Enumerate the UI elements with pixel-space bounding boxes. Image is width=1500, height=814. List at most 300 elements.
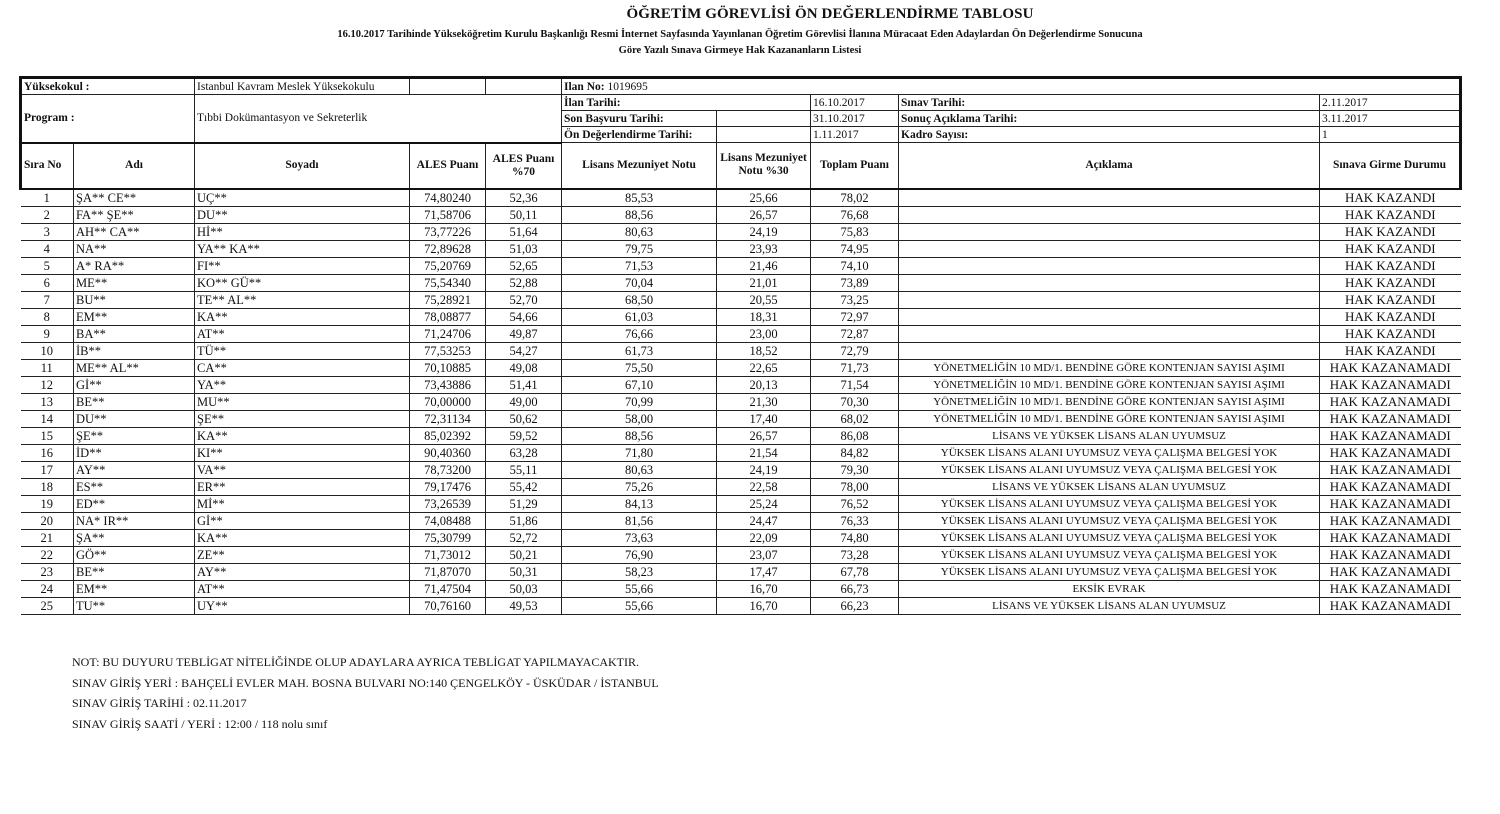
candidate-last-name: ER** xyxy=(195,478,410,495)
on-degerlendirme-value: 1.11.2017 xyxy=(811,127,899,143)
row-number: 5 xyxy=(21,257,74,274)
explanation xyxy=(899,274,1320,291)
total-score: 73,89 xyxy=(811,274,899,291)
candidate-first-name: BA** xyxy=(74,325,195,342)
table-row xyxy=(21,308,1461,325)
explanation: YÜKSEK LİSANS ALANI UYUMSUZ VEYA ÇALIŞMA BELGESİ YOK xyxy=(899,461,1320,478)
candidate-first-name: ME** xyxy=(74,274,195,291)
lisans-score: 73,63 xyxy=(562,529,717,546)
program-value: Tıbbi Dokümantasyon ve Sekreterlik xyxy=(195,95,562,143)
lisans-30-score: 16,70 xyxy=(717,597,811,614)
ales-score: 74,08488 xyxy=(410,512,486,529)
candidate-last-name: VA** xyxy=(195,461,410,478)
ales-70-score: 50,31 xyxy=(486,563,562,580)
table-row xyxy=(21,274,1461,291)
explanation: YÜKSEK LİSANS ALANI UYUMSUZ VEYA ÇALIŞMA BELGESİ YOK xyxy=(899,444,1320,461)
status: HAK KAZANDI xyxy=(1320,223,1461,240)
candidate-first-name: ES** xyxy=(74,478,195,495)
lisans-score: 71,53 xyxy=(562,257,717,274)
table-body xyxy=(21,78,1461,189)
status: HAK KAZANAMADI xyxy=(1320,461,1461,478)
candidate-last-name: Mİ** xyxy=(195,495,410,512)
candidate-last-name: UÇ** xyxy=(195,189,410,207)
row-number: 21 xyxy=(21,529,74,546)
lisans-score: 88,56 xyxy=(562,206,717,223)
note-sinav-yeri: SINAV GİRİŞ YERİ : BAHÇELİ EVLER MAH. BOSNA BULVARI NO:140 ÇENGELKÖY - ÜSKÜDAR / İSTANBUL xyxy=(72,675,659,690)
lisans-score: 79,75 xyxy=(562,240,717,257)
explanation: LİSANS VE YÜKSEK LİSANS ALAN UYUMSUZ xyxy=(899,478,1320,495)
ales-70-score: 55,42 xyxy=(486,478,562,495)
total-score: 74,80 xyxy=(811,529,899,546)
table-row xyxy=(21,495,1461,512)
yuksekokul-label: Yüksekokul : xyxy=(21,78,195,95)
header-adi: Adı xyxy=(74,143,195,189)
row-number: 16 xyxy=(21,444,74,461)
candidate-first-name: BE** xyxy=(74,563,195,580)
total-score: 66,73 xyxy=(811,580,899,597)
total-score: 71,73 xyxy=(811,359,899,376)
table-header-row xyxy=(21,143,1461,189)
status: HAK KAZANDI xyxy=(1320,325,1461,342)
header-sira-no: Sıra No xyxy=(21,143,74,189)
candidate-last-name: AT** xyxy=(195,325,410,342)
lisans-30-score: 22,65 xyxy=(717,359,811,376)
candidate-first-name: A* RA** xyxy=(74,257,195,274)
son-basvuru-value: 31.10.2017 xyxy=(811,111,899,127)
explanation: YÜKSEK LİSANS ALANI UYUMSUZ VEYA ÇALIŞMA BELGESİ YOK xyxy=(899,495,1320,512)
row-number: 6 xyxy=(21,274,74,291)
lisans-score: 75,50 xyxy=(562,359,717,376)
lisans-30-score: 21,46 xyxy=(717,257,811,274)
candidate-last-name: YA** KA** xyxy=(195,240,410,257)
ales-score: 70,10885 xyxy=(410,359,486,376)
candidate-first-name: NA** xyxy=(74,240,195,257)
status: HAK KAZANAMADI xyxy=(1320,546,1461,563)
status: HAK KAZANAMADI xyxy=(1320,393,1461,410)
candidate-rows xyxy=(21,189,1461,615)
ales-score: 70,00000 xyxy=(410,393,486,410)
explanation: LİSANS VE YÜKSEK LİSANS ALAN UYUMSUZ xyxy=(899,597,1320,614)
table-row xyxy=(21,461,1461,478)
total-score: 71,54 xyxy=(811,376,899,393)
lisans-30-score: 23,07 xyxy=(717,546,811,563)
table-row xyxy=(21,427,1461,444)
explanation xyxy=(899,223,1320,240)
table-row xyxy=(21,529,1461,546)
ales-score: 77,53253 xyxy=(410,342,486,359)
ales-70-score: 50,03 xyxy=(486,580,562,597)
candidate-last-name: KA** xyxy=(195,427,410,444)
lisans-30-score: 26,57 xyxy=(717,427,811,444)
on-degerlendirme-label: Ön Değerlendirme Tarihi: xyxy=(562,127,717,143)
lisans-score: 58,23 xyxy=(562,563,717,580)
explanation: YÖNETMELİĞİN 10 MD/1. BENDİNE GÖRE KONTENJAN SAYISI AŞIMI xyxy=(899,359,1320,376)
explanation: YÖNETMELİĞİN 10 MD/1. BENDİNE GÖRE KONTENJAN SAYISI AŞIMI xyxy=(899,393,1320,410)
table-row xyxy=(21,325,1461,342)
row-number: 2 xyxy=(21,206,74,223)
row-number: 14 xyxy=(21,410,74,427)
total-score: 78,02 xyxy=(811,189,899,207)
status: HAK KAZANDI xyxy=(1320,291,1461,308)
total-score: 76,33 xyxy=(811,512,899,529)
candidate-last-name: KA** xyxy=(195,308,410,325)
explanation xyxy=(899,325,1320,342)
lisans-score: 76,90 xyxy=(562,546,717,563)
candidate-first-name: EM** xyxy=(74,580,195,597)
total-score: 72,97 xyxy=(811,308,899,325)
candidate-last-name: AY** xyxy=(195,563,410,580)
table-row xyxy=(21,512,1461,529)
explanation: YÖNETMELİĞİN 10 MD/1. BENDİNE GÖRE KONTENJAN SAYISI AŞIMI xyxy=(899,376,1320,393)
status: HAK KAZANAMADI xyxy=(1320,512,1461,529)
explanation xyxy=(899,206,1320,223)
candidate-last-name: ZE** xyxy=(195,546,410,563)
row-number: 15 xyxy=(21,427,74,444)
candidate-first-name: AH** CA** xyxy=(74,223,195,240)
empty-cell xyxy=(486,78,562,95)
header-lisans30: Lisans Mezuniyet Notu %30 xyxy=(717,143,811,189)
lisans-score: 58,00 xyxy=(562,410,717,427)
table-row xyxy=(21,376,1461,393)
lisans-score: 61,03 xyxy=(562,308,717,325)
lisans-score: 55,66 xyxy=(562,597,717,614)
header-aciklama: Açıklama xyxy=(899,143,1320,189)
lisans-score: 81,56 xyxy=(562,512,717,529)
program-label: Program : xyxy=(21,95,195,143)
table-row xyxy=(21,189,1461,207)
row-number: 20 xyxy=(21,512,74,529)
row-number: 19 xyxy=(21,495,74,512)
sinav-tarihi-label: Sınav Tarihi: xyxy=(899,95,1320,111)
ales-70-score: 49,00 xyxy=(486,393,562,410)
row-number: 1 xyxy=(21,189,74,207)
candidate-first-name: Gİ** xyxy=(74,376,195,393)
ales-70-score: 54,27 xyxy=(486,342,562,359)
info-row-ilan-tarihi xyxy=(21,95,1461,111)
header-durum: Sınava Girme Durumu xyxy=(1320,143,1461,189)
candidate-first-name: İD** xyxy=(74,444,195,461)
ales-score: 74,80240 xyxy=(410,189,486,207)
ales-score: 75,54340 xyxy=(410,274,486,291)
row-number: 7 xyxy=(21,291,74,308)
total-score: 68,02 xyxy=(811,410,899,427)
explanation xyxy=(899,257,1320,274)
empty-cell xyxy=(717,127,811,143)
header-toplam: Toplam Puanı xyxy=(811,143,899,189)
table-row xyxy=(21,206,1461,223)
total-score: 73,28 xyxy=(811,546,899,563)
lisans-30-score: 20,55 xyxy=(717,291,811,308)
lisans-30-score: 18,31 xyxy=(717,308,811,325)
table-row xyxy=(21,257,1461,274)
table-row xyxy=(21,580,1461,597)
lisans-score: 70,99 xyxy=(562,393,717,410)
candidate-first-name: ŞA** xyxy=(74,529,195,546)
lisans-30-score: 22,58 xyxy=(717,478,811,495)
explanation: YÖNETMELİĞİN 10 MD/1. BENDİNE GÖRE KONTENJAN SAYISI AŞIMI xyxy=(899,410,1320,427)
candidate-last-name: MU** xyxy=(195,393,410,410)
lisans-30-score: 24,19 xyxy=(717,461,811,478)
candidate-first-name: ED** xyxy=(74,495,195,512)
status: HAK KAZANDI xyxy=(1320,308,1461,325)
empty-cell xyxy=(717,111,811,127)
note-sinav-tarihi: SINAV GİRİŞ TARİHİ : 02.11.2017 xyxy=(72,696,247,710)
total-score: 84,82 xyxy=(811,444,899,461)
table-row xyxy=(21,393,1461,410)
explanation xyxy=(899,189,1320,207)
lisans-score: 67,10 xyxy=(562,376,717,393)
ales-70-score: 50,21 xyxy=(486,546,562,563)
lisans-30-score: 23,00 xyxy=(717,325,811,342)
lisans-30-score: 21,30 xyxy=(717,393,811,410)
candidate-last-name: UY** xyxy=(195,597,410,614)
row-number: 24 xyxy=(21,580,74,597)
status: HAK KAZANDI xyxy=(1320,257,1461,274)
lisans-score: 84,13 xyxy=(562,495,717,512)
note-sinav-saati: SINAV GİRİŞ SAATİ / YERİ : 12:00 / 118 nolu sınıf xyxy=(72,716,328,731)
table-row xyxy=(21,478,1461,495)
lisans-score: 85,53 xyxy=(562,189,717,207)
status: HAK KAZANAMADI xyxy=(1320,529,1461,546)
ales-score: 72,31134 xyxy=(410,410,486,427)
lisans-30-score: 23,93 xyxy=(717,240,811,257)
row-number: 4 xyxy=(21,240,74,257)
ales-score: 79,17476 xyxy=(410,478,486,495)
candidate-first-name: ME** AL** xyxy=(74,359,195,376)
header-lisans: Lisans Mezuniyet Notu xyxy=(562,143,717,189)
row-number: 22 xyxy=(21,546,74,563)
empty-cell xyxy=(410,78,486,95)
ales-score: 71,24706 xyxy=(410,325,486,342)
total-score: 73,25 xyxy=(811,291,899,308)
candidate-first-name: BU** xyxy=(74,291,195,308)
ales-70-score: 49,08 xyxy=(486,359,562,376)
row-number: 8 xyxy=(21,308,74,325)
row-number: 23 xyxy=(21,563,74,580)
ales-70-score: 51,41 xyxy=(486,376,562,393)
candidate-last-name: KO** GÜ** xyxy=(195,274,410,291)
table-row xyxy=(21,223,1461,240)
lisans-30-score: 25,24 xyxy=(717,495,811,512)
lisans-score: 80,63 xyxy=(562,461,717,478)
table-row xyxy=(21,359,1461,376)
explanation xyxy=(899,342,1320,359)
total-score: 86,08 xyxy=(811,427,899,444)
candidate-first-name: ŞA** CE** xyxy=(74,189,195,207)
lisans-30-score: 24,19 xyxy=(717,223,811,240)
lisans-score: 88,56 xyxy=(562,427,717,444)
status: HAK KAZANAMADI xyxy=(1320,410,1461,427)
ales-70-score: 52,88 xyxy=(486,274,562,291)
table-row xyxy=(21,444,1461,461)
ales-score: 75,30799 xyxy=(410,529,486,546)
candidate-last-name: DU** xyxy=(195,206,410,223)
candidate-first-name: NA* IR** xyxy=(74,512,195,529)
candidate-first-name: GÖ** xyxy=(74,546,195,563)
lisans-score: 71,80 xyxy=(562,444,717,461)
ales-70-score: 50,62 xyxy=(486,410,562,427)
status: HAK KAZANAMADI xyxy=(1320,580,1461,597)
ales-70-score: 49,53 xyxy=(486,597,562,614)
sinav-tarihi-value: 2.11.2017 xyxy=(1320,95,1461,111)
lisans-score: 76,66 xyxy=(562,325,717,342)
table-row xyxy=(21,342,1461,359)
ales-score: 71,73012 xyxy=(410,546,486,563)
ales-score: 90,40360 xyxy=(410,444,486,461)
total-score: 76,52 xyxy=(811,495,899,512)
ales-70-score: 52,65 xyxy=(486,257,562,274)
table-row xyxy=(21,410,1461,427)
candidate-last-name: Hİ** xyxy=(195,223,410,240)
kadro-sayisi-label: Kadro Sayısı: xyxy=(899,127,1320,143)
ales-70-score: 51,03 xyxy=(486,240,562,257)
row-number: 25 xyxy=(21,597,74,614)
lisans-score: 61,73 xyxy=(562,342,717,359)
candidate-first-name: FA** ŞE** xyxy=(74,206,195,223)
explanation: YÜKSEK LİSANS ALANI UYUMSUZ VEYA ÇALIŞMA BELGESİ YOK xyxy=(899,512,1320,529)
header-ales70: ALES Puanı %70 xyxy=(486,143,562,189)
status: HAK KAZANAMADI xyxy=(1320,597,1461,614)
notes-section xyxy=(72,652,659,734)
candidate-last-name: YA** xyxy=(195,376,410,393)
explanation: YÜKSEK LİSANS ALANI UYUMSUZ VEYA ÇALIŞMA BELGESİ YOK xyxy=(899,546,1320,563)
ales-score: 75,28921 xyxy=(410,291,486,308)
ales-70-score: 55,11 xyxy=(486,461,562,478)
candidate-last-name: TE** AL** xyxy=(195,291,410,308)
status: HAK KAZANAMADI xyxy=(1320,478,1461,495)
candidate-first-name: BE** xyxy=(74,393,195,410)
table-row xyxy=(21,563,1461,580)
lisans-score: 80,63 xyxy=(562,223,717,240)
total-score: 66,23 xyxy=(811,597,899,614)
ales-score: 70,76160 xyxy=(410,597,486,614)
document-subtitle-line2: Göre Yazılı Sınava Girmeye Hak Kazananların Listesi xyxy=(618,45,862,56)
total-score: 79,30 xyxy=(811,461,899,478)
candidate-first-name: DU** xyxy=(74,410,195,427)
table-row xyxy=(21,597,1461,614)
row-number: 12 xyxy=(21,376,74,393)
lisans-30-score: 17,40 xyxy=(717,410,811,427)
candidate-last-name: ŞE** xyxy=(195,410,410,427)
lisans-score: 68,50 xyxy=(562,291,717,308)
total-score: 72,79 xyxy=(811,342,899,359)
candidate-last-name: AT** xyxy=(195,580,410,597)
candidate-last-name: KA** xyxy=(195,529,410,546)
ales-70-score: 51,64 xyxy=(486,223,562,240)
ilan-no-label: Ilan No: xyxy=(564,80,605,93)
total-score: 74,95 xyxy=(811,240,899,257)
ales-70-score: 51,86 xyxy=(486,512,562,529)
total-score: 72,87 xyxy=(811,325,899,342)
row-number: 13 xyxy=(21,393,74,410)
candidate-first-name: EM** xyxy=(74,308,195,325)
ales-score: 78,08877 xyxy=(410,308,486,325)
total-score: 76,68 xyxy=(811,206,899,223)
ales-score: 71,87070 xyxy=(410,563,486,580)
header-ales: ALES Puanı xyxy=(410,143,486,189)
total-score: 67,78 xyxy=(811,563,899,580)
lisans-30-score: 25,66 xyxy=(717,189,811,207)
son-basvuru-label: Son Başvuru Tarihi: xyxy=(562,111,717,127)
note-teblig: NOT: BU DUYURU TEBLİGAT NİTELİĞİNDE OLUP ADAYLARA AYRICA TEBLİGAT YAPILMAYACAKTIR. xyxy=(72,655,639,669)
explanation xyxy=(899,308,1320,325)
table-row xyxy=(21,291,1461,308)
ales-score: 78,73200 xyxy=(410,461,486,478)
lisans-score: 70,04 xyxy=(562,274,717,291)
explanation: EKSİK EVRAK xyxy=(899,580,1320,597)
ales-70-score: 54,66 xyxy=(486,308,562,325)
ales-score: 75,20769 xyxy=(410,257,486,274)
ales-score: 73,43886 xyxy=(410,376,486,393)
ales-70-score: 50,11 xyxy=(486,206,562,223)
table-row xyxy=(21,546,1461,563)
explanation: YÜKSEK LİSANS ALANI UYUMSUZ VEYA ÇALIŞMA BELGESİ YOK xyxy=(899,563,1320,580)
info-row-yuksekokul xyxy=(21,78,1461,95)
ales-score: 73,77226 xyxy=(410,223,486,240)
ilan-tarihi-value: 16.10.2017 xyxy=(811,95,899,111)
sonuc-aciklama-label: Sonuç Açıklama Tarihi: xyxy=(899,111,1320,127)
candidate-last-name: CA** xyxy=(195,359,410,376)
explanation: LİSANS VE YÜKSEK LİSANS ALAN UYUMSUZ xyxy=(899,427,1320,444)
lisans-30-score: 21,54 xyxy=(717,444,811,461)
ales-70-score: 49,87 xyxy=(486,325,562,342)
ales-score: 85,02392 xyxy=(410,427,486,444)
status: HAK KAZANAMADI xyxy=(1320,444,1461,461)
ales-70-score: 52,70 xyxy=(486,291,562,308)
ales-score: 71,47504 xyxy=(410,580,486,597)
ales-70-score: 52,72 xyxy=(486,529,562,546)
candidate-last-name: TÜ** xyxy=(195,342,410,359)
ilan-tarihi-label: İlan Tarihi: xyxy=(562,95,811,111)
lisans-30-score: 21,01 xyxy=(717,274,811,291)
status: HAK KAZANAMADI xyxy=(1320,427,1461,444)
status: HAK KAZANDI xyxy=(1320,240,1461,257)
ales-score: 71,58706 xyxy=(410,206,486,223)
candidate-first-name: ŞE** xyxy=(74,427,195,444)
header-soyadi: Soyadı xyxy=(195,143,410,189)
status: HAK KAZANDI xyxy=(1320,206,1461,223)
ales-score: 73,26539 xyxy=(410,495,486,512)
sonuc-aciklama-value: 3.11.2017 xyxy=(1320,111,1461,127)
lisans-score: 55,66 xyxy=(562,580,717,597)
total-score: 70,30 xyxy=(811,393,899,410)
status: HAK KAZANAMADI xyxy=(1320,495,1461,512)
document-subtitle-line1: 16.10.2017 Tarihinde Yükseköğretim Kurulu Başkanlığı Resmi İnternet Sayfasında Yayınlanan Öğretim Görevlisi İlanına Müracaat Eden Adaylardan Ön Değerlendirme Sonucuna xyxy=(337,29,1143,40)
row-number: 3 xyxy=(21,223,74,240)
lisans-score: 75,26 xyxy=(562,478,717,495)
ilan-no-cell xyxy=(562,78,1461,95)
ales-score: 72,89628 xyxy=(410,240,486,257)
status: HAK KAZANDI xyxy=(1320,342,1461,359)
candidate-last-name: KI** xyxy=(195,444,410,461)
row-number: 10 xyxy=(21,342,74,359)
explanation xyxy=(899,240,1320,257)
explanation: YÜKSEK LİSANS ALANI UYUMSUZ VEYA ÇALIŞMA BELGESİ YOK xyxy=(899,529,1320,546)
lisans-30-score: 22,09 xyxy=(717,529,811,546)
row-number: 17 xyxy=(21,461,74,478)
row-number: 18 xyxy=(21,478,74,495)
lisans-30-score: 26,57 xyxy=(717,206,811,223)
status: HAK KAZANDI xyxy=(1320,189,1461,207)
status: HAK KAZANAMADI xyxy=(1320,359,1461,376)
ales-70-score: 51,29 xyxy=(486,495,562,512)
lisans-30-score: 20,13 xyxy=(717,376,811,393)
candidate-last-name: FI** xyxy=(195,257,410,274)
candidate-first-name: TU** xyxy=(74,597,195,614)
candidate-first-name: İB** xyxy=(74,342,195,359)
lisans-30-score: 16,70 xyxy=(717,580,811,597)
evaluation-table xyxy=(19,76,1462,615)
